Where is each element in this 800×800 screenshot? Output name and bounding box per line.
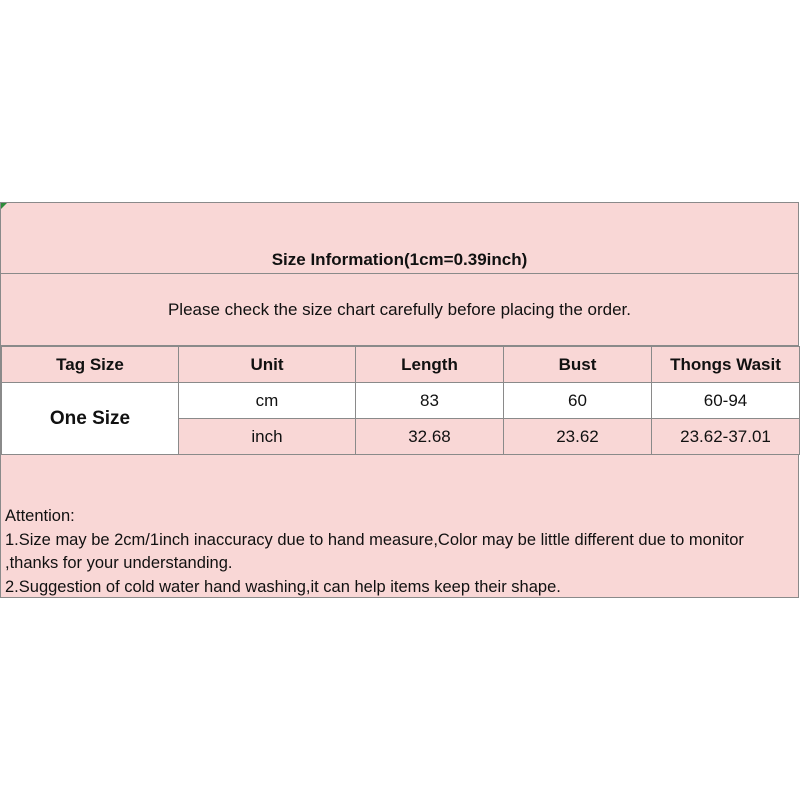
size-table <box>1 346 800 455</box>
waist-cell: 23.62-37.01 <box>652 419 800 455</box>
unit-cell: cm <box>179 383 356 419</box>
attention-line-2: 2.Suggestion of cold water hand washing,it can help items keep their shape. <box>5 577 561 596</box>
header-thongs-waist: Thongs Wasit <box>652 347 800 383</box>
size-chart <box>0 202 799 598</box>
bust-cell: 23.62 <box>504 419 652 455</box>
table-header-row <box>2 347 800 383</box>
length-cell: 83 <box>356 383 504 419</box>
header-unit: Unit <box>179 347 356 383</box>
attention-notes <box>5 505 795 599</box>
chart-title-text: Size Information(1cm=0.39inch) <box>271 250 528 269</box>
header-bust: Bust <box>504 347 652 383</box>
order-notice-text: Please check the size chart carefully before placing the order. <box>167 299 632 319</box>
order-notice <box>1 274 798 346</box>
attention-line-1: 1.Size may be 2cm/1inch inaccuracy due to hand measure,Color may be little different due to monitor ,thanks for your understanding. <box>5 530 744 572</box>
unit-cell: inch <box>179 419 356 455</box>
tag-size-cell: One Size <box>2 383 179 455</box>
chart-title <box>1 203 798 274</box>
bust-cell: 60 <box>504 383 652 419</box>
waist-cell: 60-94 <box>652 383 800 419</box>
length-cell: 32.68 <box>356 419 504 455</box>
header-tag-size: Tag Size <box>2 347 179 383</box>
header-length: Length <box>356 347 504 383</box>
table-row <box>2 383 800 419</box>
attention-heading: Attention: <box>5 507 75 525</box>
